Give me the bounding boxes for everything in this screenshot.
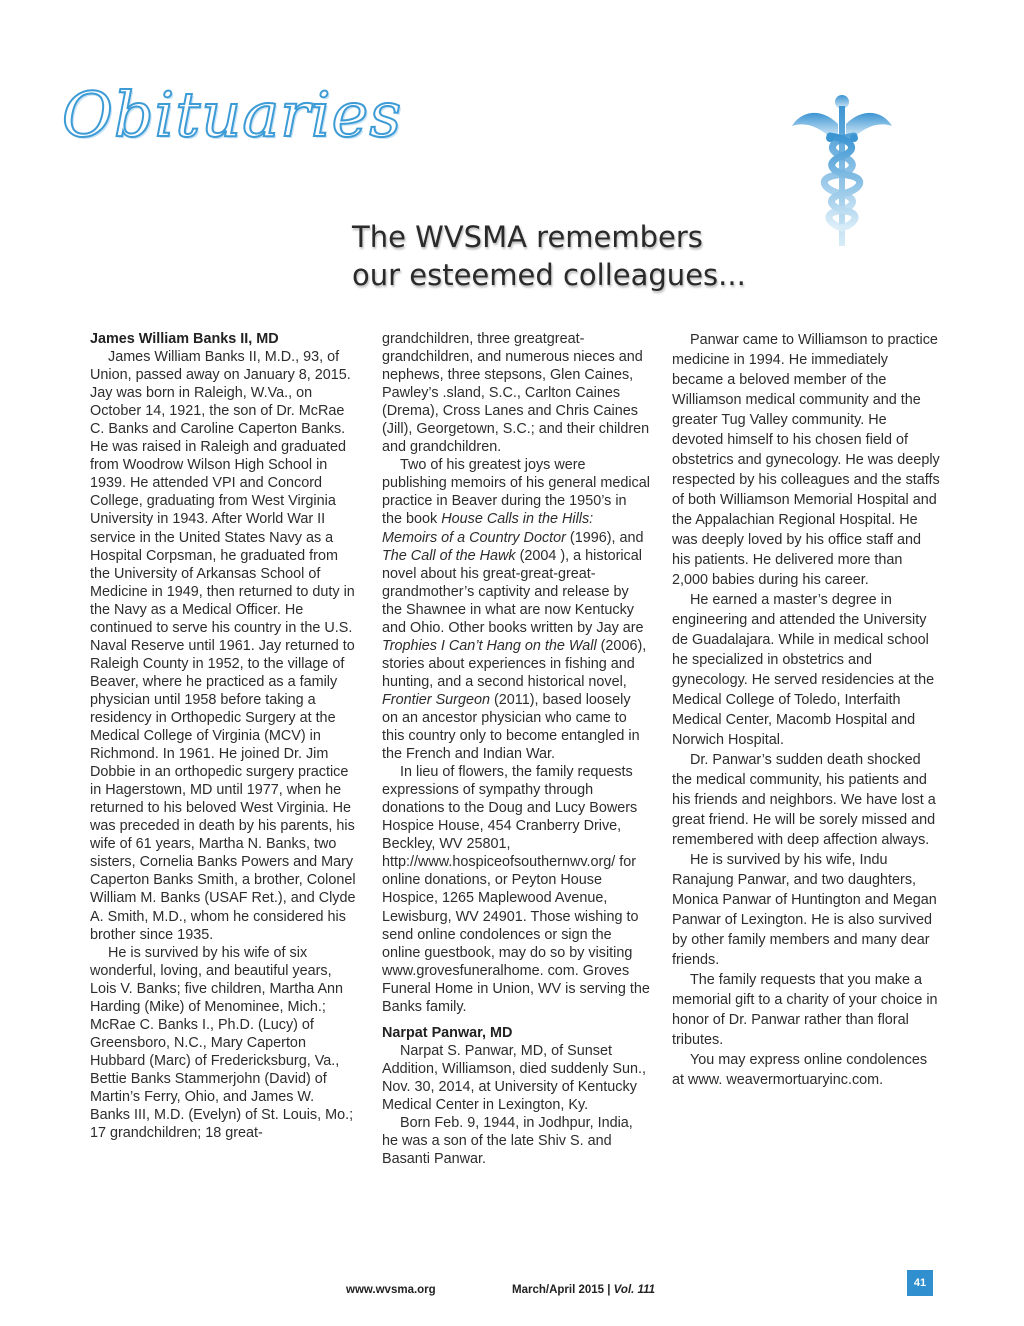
panwar-paragraph-8: You may express online condolences at www. weavermortuaryinc.com. xyxy=(672,1052,928,1088)
book-title-call-of-hawk: The Call of the Hawk xyxy=(382,547,516,564)
panwar-paragraph-4: He earned a master’s degree in engineering and attended the University de Guadalajara. While in medical school he specialized in obstetrics and gynecology. He served residencies at the Medical College of Toledo, Interfaith Medical Center, Macomb Hospital and Norwich Hospital. xyxy=(672,592,935,748)
obituary-name-panwar: Narpat Panwar, MD xyxy=(382,1024,513,1041)
banks-paragraph-3 xyxy=(382,456,650,763)
column-3 xyxy=(672,330,940,1090)
obituary-name-banks: James William Banks II, MD xyxy=(90,331,279,347)
panwar-paragraph-1: Narpat S. Panwar, MD, of Sunset Addition, Williamson, died suddenly Sun., Nov. 30, 2014, at University of Kentucky Medical Center in Lexington, Ky. xyxy=(382,1042,646,1113)
banks-p3-d: (2006), stories about experiences in fishing and hunting, and a second historical novel, xyxy=(382,637,647,690)
banks-paragraph-1: James William Banks II, M.D., 93, of Union, passed away on January 8, 2015. Jay was born in Raleigh, W.Va., on October 14, 1921, the son of Dr. McRae C. Banks and Caroline Caperton Banks. He was raised in Raleigh and graduated from Woodrow Wilson High School in 1939. He attended VPI and Concord College, graduating from West Virginia University in 1943. After World War II service in the United States Navy as a Hospital Corpsman, he graduated from the University of Arkansas School of Medicine in 1949, then returned to duty in the Navy as a Medical Officer. He continued to serve his country in the U.S. Naval Reserve until 1961. Jay returned to Raleigh County in 1952, to the village of Beaver, where he practiced as a family physician until 1958 before taking a residency in Orthopedic Surgery at the Medical College of Virginia (MCV) in Richmond. In 1961. He joined Dr. Jim Dobbie in an orthopedic surgery practice in Hagerstown, MD until 1977, when he returned to his beloved West Virginia. He was preceded in death by his parents, his wife of 61 years, Martha N. Banks, two sisters, Cornelia Banks Powers and Mary Caperton Banks Smith, a brother, Colonel William M. Banks (USAF Ret.), and Clyde A. Smith, M.D., whom he considered his brother since 1935. xyxy=(90,349,356,943)
panwar-paragraph-3: Panwar came to Williamson to practice medicine in 1994. He immediately became a beloved member of the Williamson medical community and the greater Tug Valley community. He devoted himself to his chosen field of obstetrics and gynecology. He was deeply respected by his colleagues and the staffs of both Williamson Memorial Hospital and the Appalachian Regional Hospital. He was deeply loved by his office staff and his patients. He delivered more than 2,000 babies during his career. xyxy=(672,332,940,588)
panwar-paragraph-2: Born Feb. 9, 1944, in Jodhpur, India, he was a son of the late Shiv S. and Basanti Panwar. xyxy=(382,1115,633,1168)
footer-website: www.wvsma.org xyxy=(346,1284,436,1296)
footer-issue xyxy=(512,1284,655,1296)
banks-p3-b: (1996), and xyxy=(565,529,644,546)
footer-volume: Vol. 111 xyxy=(613,1284,656,1296)
headline xyxy=(352,218,746,294)
headline-line-2: our esteemed colleagues... xyxy=(352,258,746,292)
book-title-trophies: Trophies I Can’t Hang on the Wall xyxy=(382,637,597,654)
book-title-frontier-surgeon: Frontier Surgeon xyxy=(382,691,490,708)
column-1 xyxy=(90,330,358,1142)
banks-p3-c: (2004 ), a historical novel about his great-great-great-grandmother’s captivity and release by the Shawnee in what are now Kentucky and Ohio. Other books written by Jay are xyxy=(382,547,644,636)
banks-paragraph-4: In lieu of flowers, the family requests expressions of sympathy through donations to the Doug and Lucy Bowers Hospice House, 454 Cranberry Drive, Beckley, WV 25801, http://www.hospiceofsouthernwv.org/ for online donations, or Peyton House Hospice, 1265 Maplewood Avenue, Lewisburg, WV 24901. Those wishing to send online condolences or sign the online guestbook, may do so by visiting www.grovesfuneralhome. com. Groves Funeral Home in Union, WV is serving the Banks family. xyxy=(382,764,650,1015)
caduceus-icon xyxy=(790,92,894,250)
masthead-title: Obituaries xyxy=(62,78,403,151)
panwar-paragraph-7: The family requests that you make a memorial gift to a charity of your choice in honor of Dr. Panwar rather than floral tributes. xyxy=(672,972,938,1048)
panwar-paragraph-5: Dr. Panwar’s sudden death shocked the medical community, his patients and his friends and neighbors. We have lost a great friend. He will be sorely missed and remembered with deep affection always. xyxy=(672,752,936,848)
footer-separator: | xyxy=(607,1284,611,1296)
page-number-badge: 41 xyxy=(907,1270,933,1296)
panwar-paragraph-6: He is survived by his wife, Indu Ranajung Panwar, and two daughters, Monica Panwar of Huntington and Megan Panwar of Lexington. He is also survived by other family members and many dear friends. xyxy=(672,852,937,968)
banks-p3-e: (2011), based loosely on an ancestor physician who came to this country only to become entangled in the French and Indian War. xyxy=(382,691,640,763)
column-2 xyxy=(382,330,650,1168)
footer-issue-date: March/April 2015 xyxy=(512,1284,605,1296)
banks-paragraph-2-continued: grandchildren, three greatgreat-grandchildren, and numerous nieces and nephews, three stepsons, Glen Caines, Pawley’s .sland, S.C., Carlton Caines (Drema), Cross Lanes and Chris Caines (Jill), Georgetown, S.C.; and their children and grandchildren. xyxy=(382,331,650,456)
banks-p3-a: Two of his greatest joys were publishing memoirs of his general medical practice in Beaver during the 1950’s in the book xyxy=(382,457,650,528)
banks-paragraph-2: He is survived by his wife of six wonderful, loving, and beautiful years, Lois V. Banks; five children, Martha Ann Harding (Mike) of Menominee, Mich.; McRae C. Banks I., Ph.D. (Lucy) of Greensboro, N.C., Mary Caperton Hubbard (Marc) of Fredericksburg, Va., Bettie Banks Stammerjohn (David) of Martin’s Ferry, Ohio, and James W. Banks III, M.D. (Evelyn) of St. Louis, Mo.; 17 grandchildren; 18 great- xyxy=(90,944,354,1142)
book-title-house-calls: House Calls in the Hills: Memoirs of a Country Doctor xyxy=(382,511,594,546)
headline-line-1: The WVSMA remembers xyxy=(352,220,703,254)
